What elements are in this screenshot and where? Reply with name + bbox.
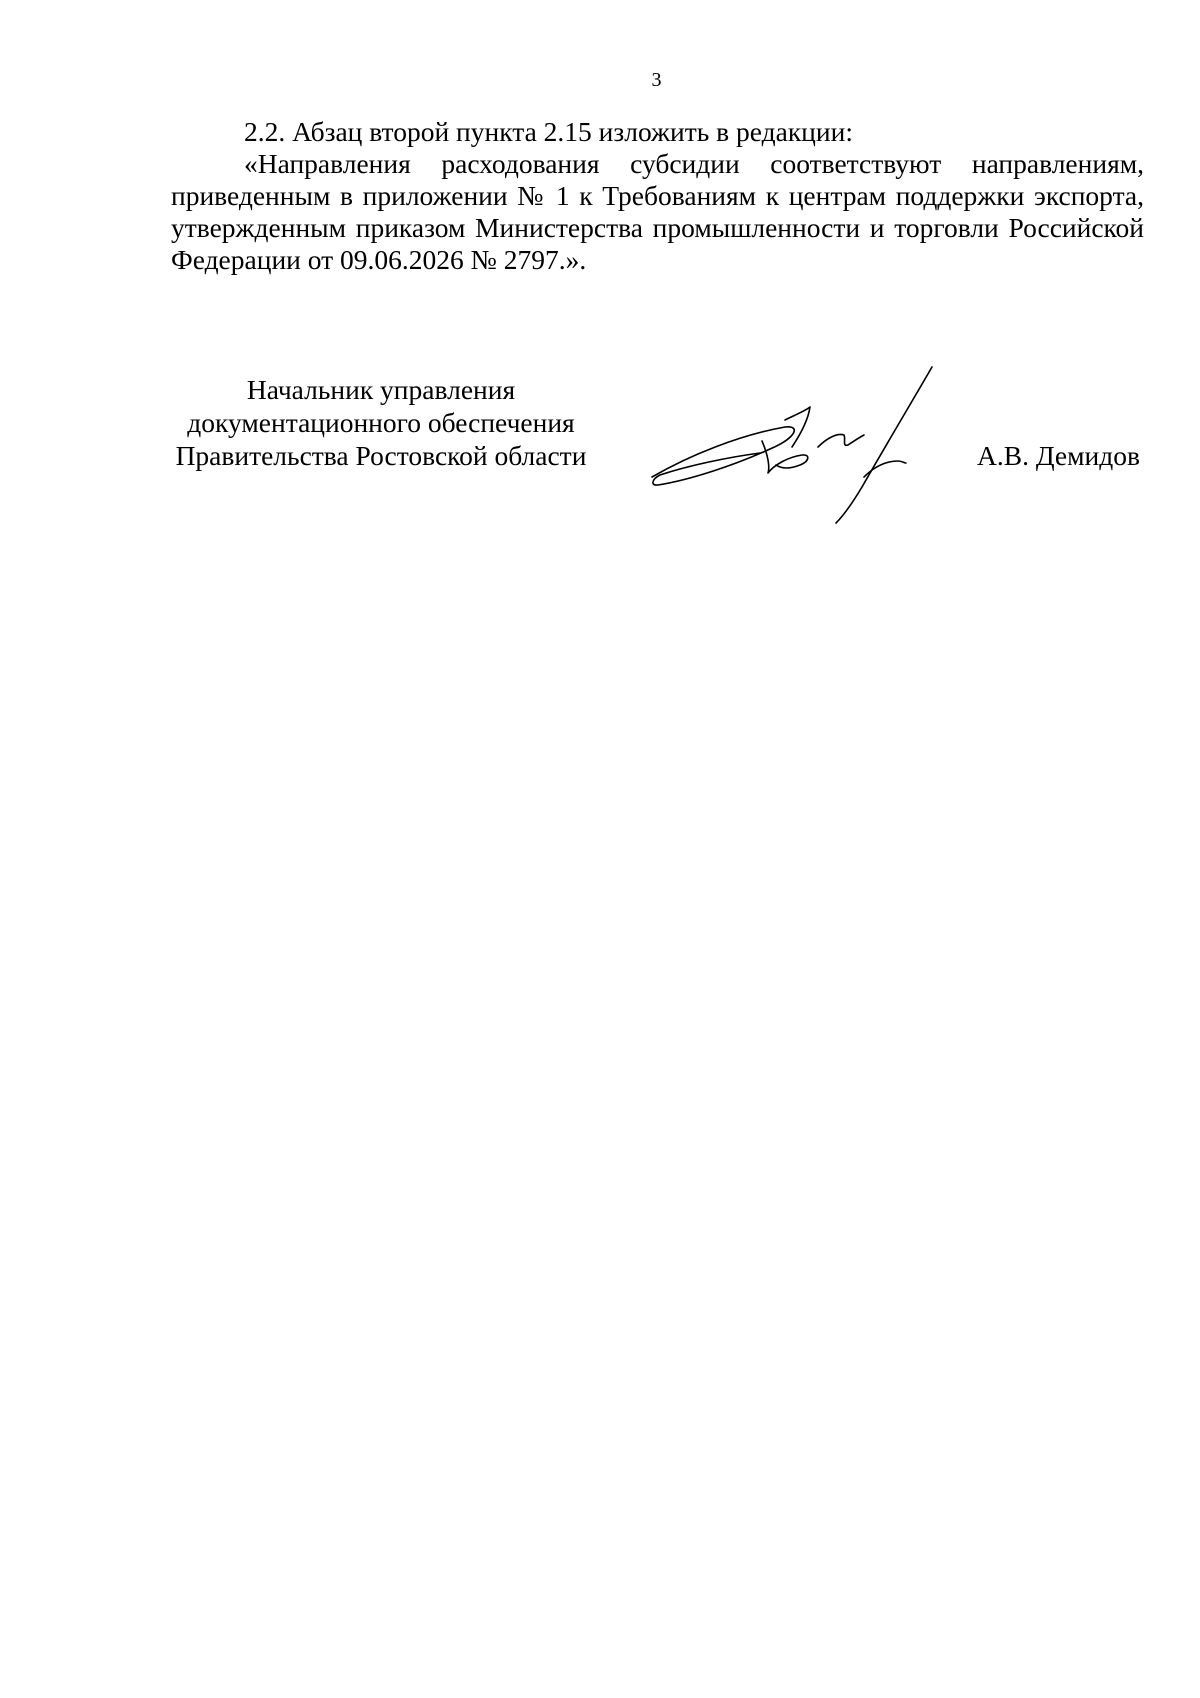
signer-name: А.В. Демидов: [977, 440, 1140, 471]
paragraph-quote: «Направления расходования субсидии соответствуют направлениям, приведенным в приложении № 1 к Требованиям к центрам поддержки экспорта, утвержденным приказом Министерства промышленности и торговли Российской Федерации от 09.06.2026 № 2797.».: [171, 148, 1144, 275]
page-number: 3: [651, 69, 662, 91]
handwritten-signature-icon: [650, 365, 940, 525]
signer-position: [171, 373, 591, 472]
signer-position-line-1: Начальник управления: [246, 374, 516, 405]
signer-position-line-2: документационного обеспечения: [187, 407, 575, 438]
paragraph-item-2-2: 2.2. Абзац второй пункта 2.15 изложить в редакции:: [244, 116, 853, 147]
signer-position-line-3: Правительства Ростовской области: [175, 440, 587, 471]
